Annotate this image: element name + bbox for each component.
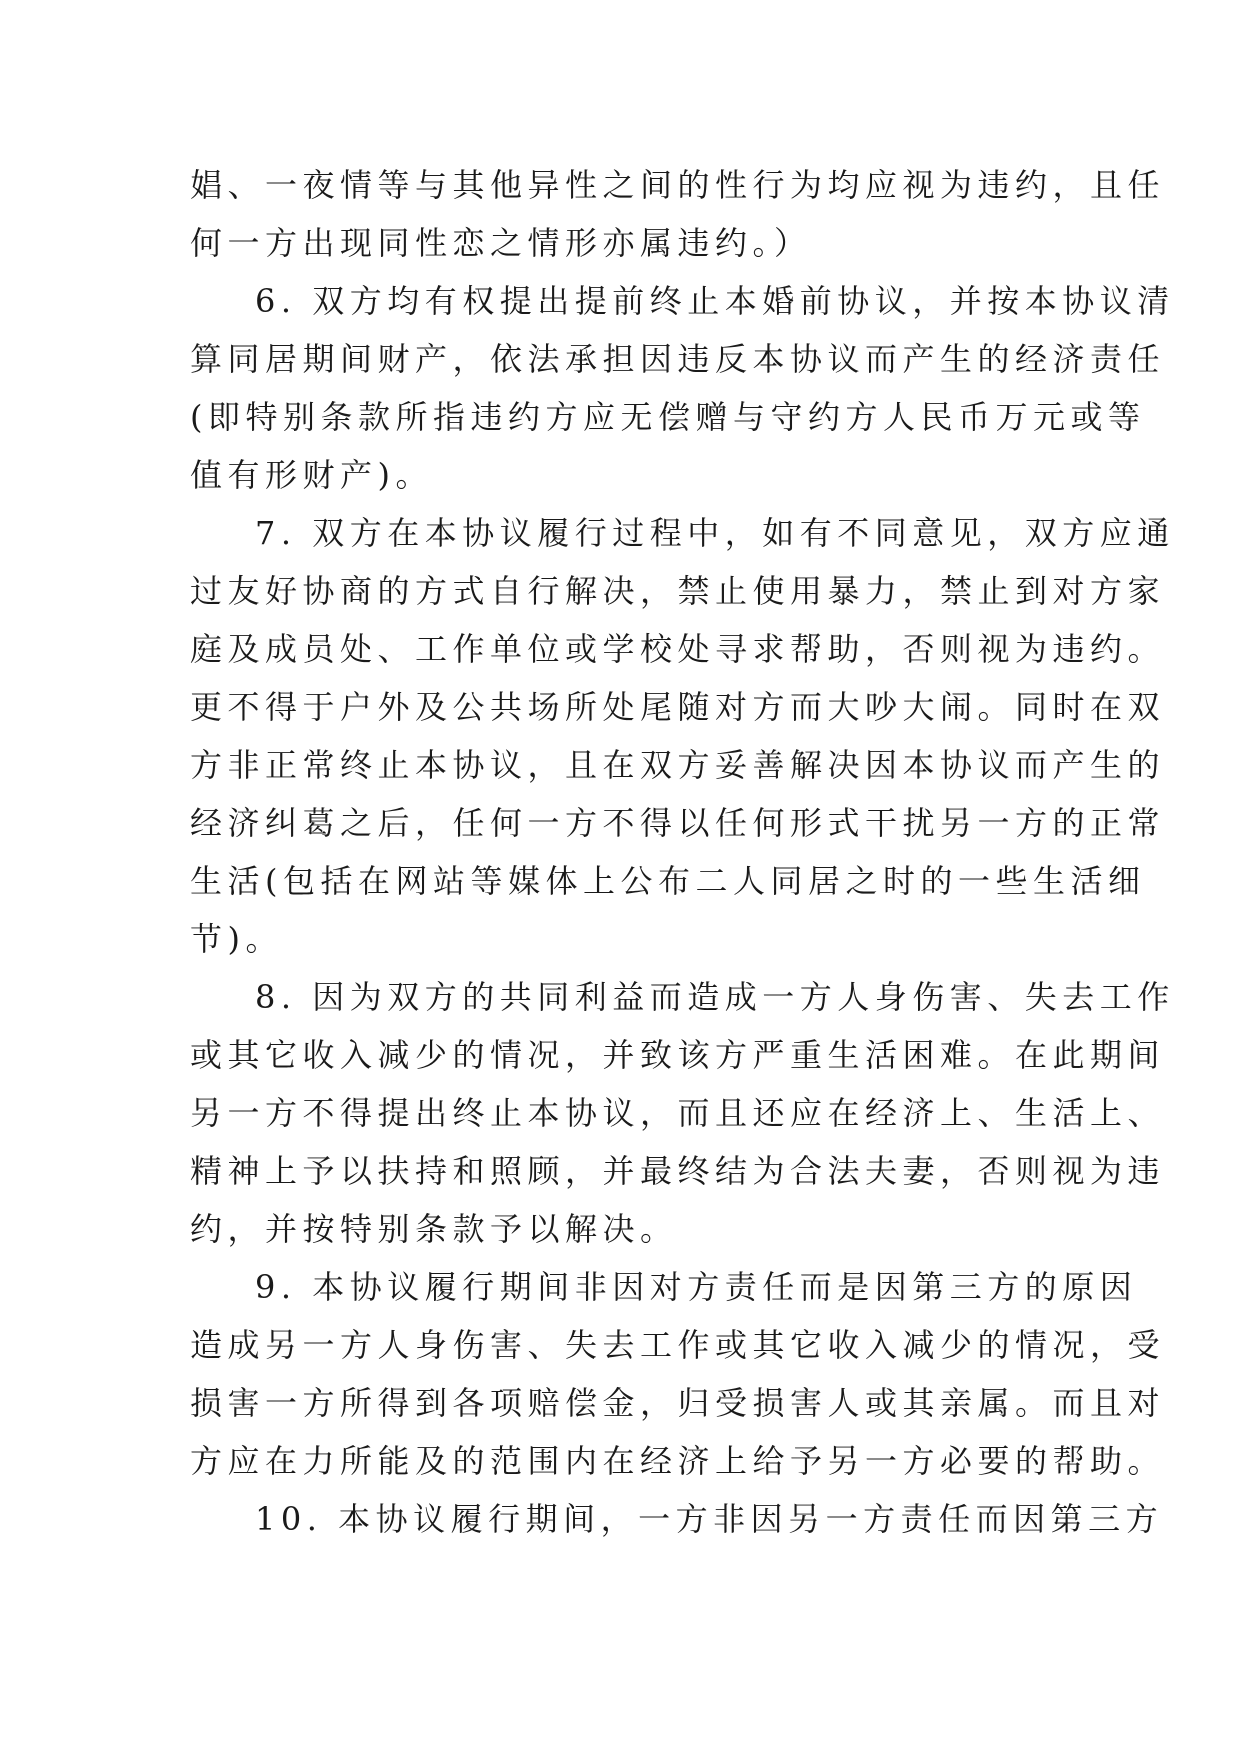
text-line: 算同居期间财产，依法承担因违反本协议而产生的经济责任 (190, 340, 1166, 378)
text-line: 精神上予以扶持和照顾，并最终结为合法夫妻，否则视为违 (190, 1152, 1166, 1190)
text-line: 造成另一方人身伤害、失去工作或其它收入减少的情况，受 (190, 1326, 1166, 1364)
text-line: 经济纠葛之后，任何一方不得以任何形式干扰另一方的正常 (190, 804, 1166, 842)
text-line: 过友好协商的方式自行解决，禁止使用暴力，禁止到对方家 (190, 572, 1166, 610)
paragraph-8-start: 8. 因为双方的共同利益而造成一方人身伤害、失去工作 (255, 978, 1175, 1016)
text-line: 庭及成员处、工作单位或学校处寻求帮助，否则视为违约。 (190, 630, 1166, 668)
text-line: 约，并按特别条款予以解决。 (190, 1210, 678, 1248)
text-line: 损害一方所得到各项赔偿金，归受损害人或其亲属。而且对 (190, 1384, 1166, 1422)
text-line: 值有形财产)。 (190, 456, 433, 494)
text-line: 方应在力所能及的范围内在经济上给予另一方必要的帮助。 (190, 1442, 1166, 1480)
text-line: (即特别条款所指违约方应无偿赠与守约方人民币万元或等 (190, 398, 1146, 436)
text-line: 何一方出现同性恋之情形亦属违约。） (190, 224, 812, 262)
text-line: 或其它收入减少的情况，并致该方严重生活困难。在此期间 (190, 1036, 1166, 1074)
paragraph-6-start: 6. 双方均有权提出提前终止本婚前协议，并按本协议清 (255, 282, 1175, 320)
paragraph-9-start: 9. 本协议履行期间非因对方责任而是因第三方的原因 (255, 1268, 1138, 1306)
text-line: 另一方不得提出终止本协议，而且还应在经济上、生活上、 (190, 1094, 1166, 1132)
text-line: 更不得于户外及公共场所处尾随对方而大吵大闹。同时在双 (190, 688, 1166, 726)
paragraph-10-start: 10. 本协议履行期间，一方非因另一方责任而因第三方 (255, 1500, 1164, 1538)
paragraph-7-start: 7. 双方在本协议履行过程中，如有不同意见，双方应通 (255, 514, 1175, 552)
text-line: 生活(包括在网站等媒体上公布二人同居之时的一些生活细 (190, 862, 1146, 900)
text-line: 方非正常终止本协议，且在双方妥善解决因本协议而产生的 (190, 746, 1166, 784)
text-line: 节)。 (190, 920, 283, 958)
text-line: 娼、一夜情等与其他异性之间的性行为均应视为违约，且任 (190, 166, 1166, 204)
